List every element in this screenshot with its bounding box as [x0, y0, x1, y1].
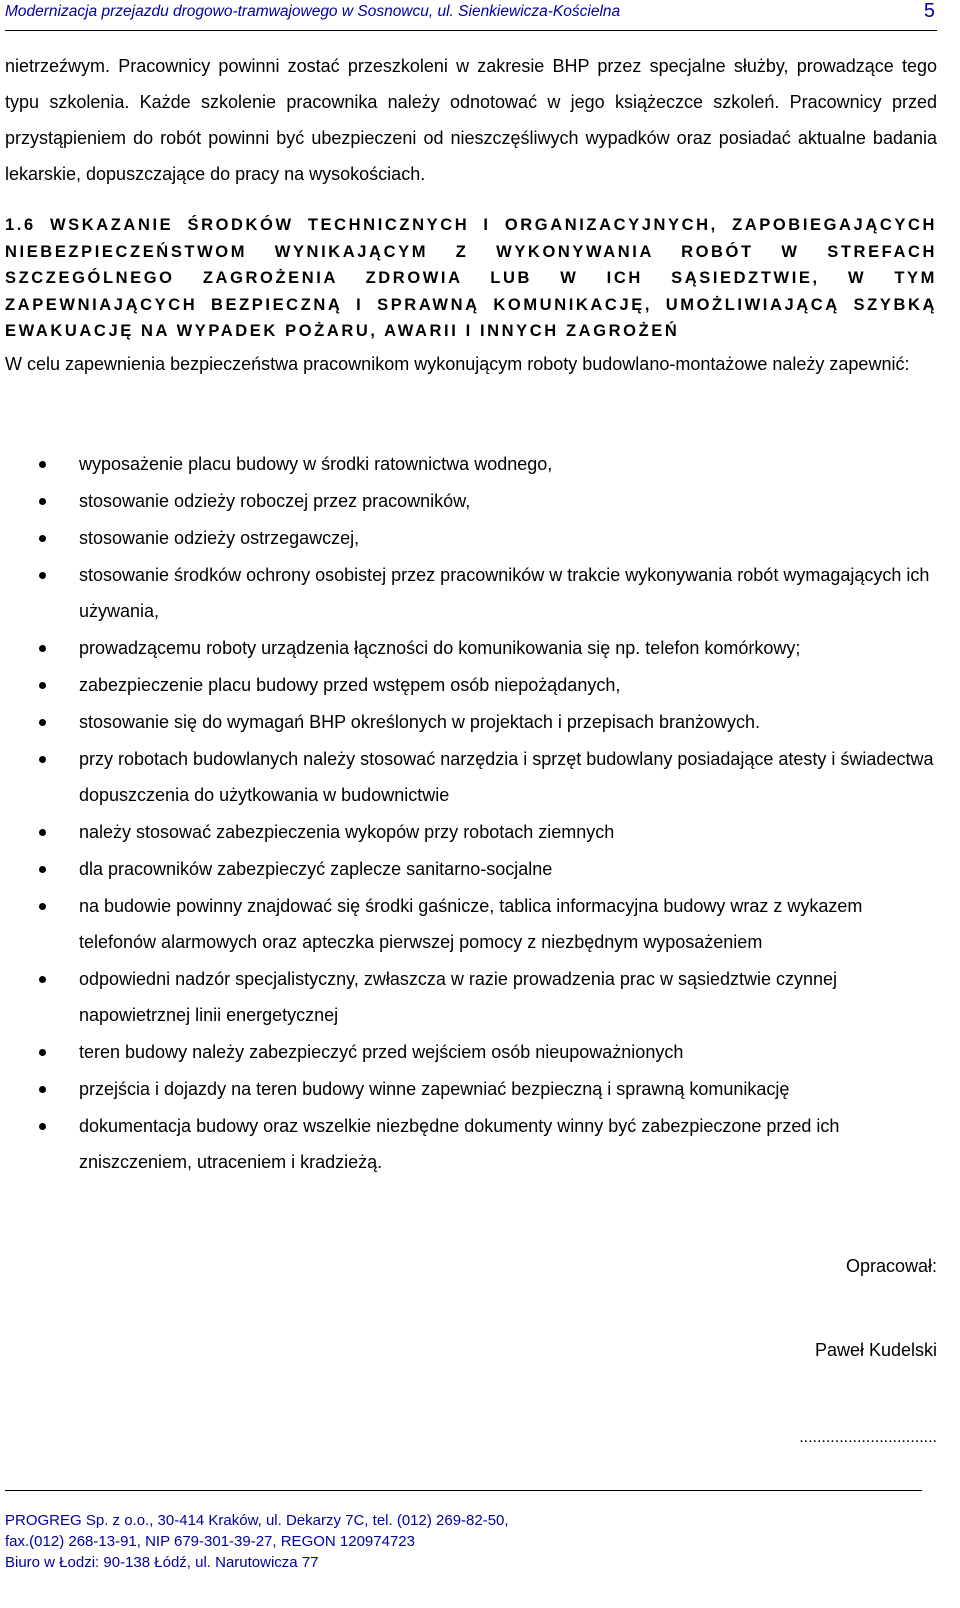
- list-item: [0, 961, 937, 1033]
- bullet-icon: [39, 498, 46, 505]
- list-item-text: dla pracowników zabezpieczyć zaplecze sanitarno-socjalne: [79, 859, 553, 879]
- list-item-text: prowadzącemu roboty urządzenia łączności do komunikowania się np. telefon komórkowy;: [79, 638, 801, 658]
- page-header: [5, 0, 937, 31]
- bullet-icon: [39, 829, 46, 836]
- list-item-text: odpowiedni nadzór specjalistyczny, zwłaszcza w razie prowadzenia prac w sąsiedztwie czynnej napowietrznej linii energetycznej: [79, 969, 838, 1025]
- intro-paragraph: nietrzeźwym. Pracownicy powinni zostać przeszkoleni w zakresie BHP przez specjalne służby, prowadzące tego typu szkolenia. Każde szkolenie pracownika należy odnotować w jego książeczce szkoleń. Pracownicy przed przystąpieniem do robót powinni być ubezpieczeni od nieszczęśliwych wypadków oraz posiadać aktualne badania lekarskie, dopuszczające do pracy na wysokościach.: [5, 56, 937, 184]
- section-heading: 1.6 WSKAZANIE ŚRODKÓW TECHNICZNYCH I ORGANIZACYJNYCH, ZAPOBIEGAJĄCYCH NIEBEZPIECZEŃSTWOM WYNIKAJĄCYM Z WYKONYWANIA ROBÓT W STREFACH SZCZEGÓLNEGO ZAGROŻENIA ZDROWIA LUB W ICH SĄSIEDZTWIE, W TYM ZAPEWNIAJĄCYCH BEZPIECZNĄ I SPRAWNĄ KOMUNIKACJĘ, UMOŻLIWIAJĄCĄ SZYBKĄ EWAKUACJĘ NA WYPADEK POŻARU, AWARII I INNYCH ZAGROŻEŃ: [5, 216, 937, 340]
- bullet-icon: [39, 1049, 46, 1056]
- list-item: [0, 888, 937, 960]
- list-item: [0, 1034, 937, 1070]
- page-footer: [5, 1510, 509, 1573]
- list-item-text: wyposażenie placu budowy w środki ratownictwa wodnego,: [79, 454, 553, 474]
- list-item-text: stosowanie się do wymagań BHP określonych w projektach i przepisach branżowych.: [79, 712, 761, 732]
- bullet-icon: [39, 976, 46, 983]
- bullet-icon: [39, 1123, 46, 1130]
- list-item-text: dokumentacja budowy oraz wszelkie niezbędne dokumenty winny być zabezpieczone przed ich zniszczeniem, utraceniem i kradzieżą.: [79, 1116, 840, 1172]
- list-item: [0, 1071, 937, 1107]
- footer-line-2: fax.(012) 268-13-91, NIP 679-301-39-27, REGON 120974723: [5, 1533, 415, 1550]
- lead-paragraph: W celu zapewnienia bezpieczeństwa pracownikom wykonującym roboty budowlano-montażowe należy zapewnić:: [5, 354, 910, 374]
- bullet-icon: [39, 903, 46, 910]
- list-item: [0, 667, 937, 703]
- bullet-icon: [39, 535, 46, 542]
- bullet-icon: [39, 682, 46, 689]
- list-item-text: stosowanie odzieży ostrzegawczej,: [79, 528, 360, 548]
- list-item: [0, 851, 937, 887]
- bullet-icon: [39, 866, 46, 873]
- bullet-icon: [39, 1086, 46, 1093]
- page-number: 5: [923, 0, 935, 22]
- list-item-text: stosowanie odzieży roboczej przez pracowników,: [79, 491, 471, 511]
- requirements-list: [0, 446, 940, 1181]
- list-item-text: należy stosować zabezpieczenia wykopów przy robotach ziemnych: [79, 822, 615, 842]
- footer-line-3: Biuro w Łodzi: 90-138 Łódź, ul. Narutowicza 77: [5, 1554, 319, 1571]
- list-item: [0, 814, 937, 850]
- footer-divider: [5, 1490, 922, 1491]
- list-item: [0, 630, 937, 666]
- list-item-text: na budowie powinny znajdować się środki gaśnicze, tablica informacyjna budowy wraz z wykazem telefonów alarmowych oraz apteczka pierwszej pomocy z niezbędnym wyposażeniem: [79, 896, 863, 952]
- list-item: [0, 557, 937, 629]
- list-item-text: przy robotach budowlanych należy stosować narzędzia i sprzęt budowlany posiadające atesty i świadectwa dopuszczenia do użytkowania w budownictwie: [79, 749, 934, 805]
- list-item-text: teren budowy należy zabezpieczyć przed wejściem osób nieupoważnionych: [79, 1042, 684, 1062]
- signature-name: Paweł Kudelski: [814, 1340, 937, 1360]
- list-item-text: stosowanie środków ochrony osobistej przez pracowników w trakcie wykonywania robót wymagających ich używania,: [79, 565, 930, 621]
- list-item: [0, 520, 937, 556]
- list-item: [0, 483, 937, 519]
- list-item: [0, 704, 937, 740]
- bullet-icon: [39, 719, 46, 726]
- list-item: [0, 741, 937, 813]
- bullet-icon: [39, 461, 46, 468]
- signature-label: Opracował:: [845, 1256, 937, 1276]
- footer-line-1: PROGREG Sp. z o.o., 30-414 Kraków, ul. Dekarzy 7C, tel. (012) 269-82-50,: [5, 1512, 509, 1529]
- list-item: [0, 1108, 937, 1180]
- list-item: [0, 446, 937, 482]
- bullet-icon: [39, 572, 46, 579]
- list-item-text: przejścia i dojazdy na teren budowy winne zapewniać bezpieczną i sprawną komunikację: [79, 1079, 790, 1099]
- header-title: Modernizacja przejazdu drogowo-tramwajowego w Sosnowcu, ul. Sienkiewicza-Kościelna: [5, 3, 621, 20]
- bullet-icon: [39, 756, 46, 763]
- list-item-text: zabezpieczenie placu budowy przed wstępem osób niepożądanych,: [79, 675, 621, 695]
- signature-dots: ...............................: [799, 1429, 937, 1446]
- bullet-icon: [39, 645, 46, 652]
